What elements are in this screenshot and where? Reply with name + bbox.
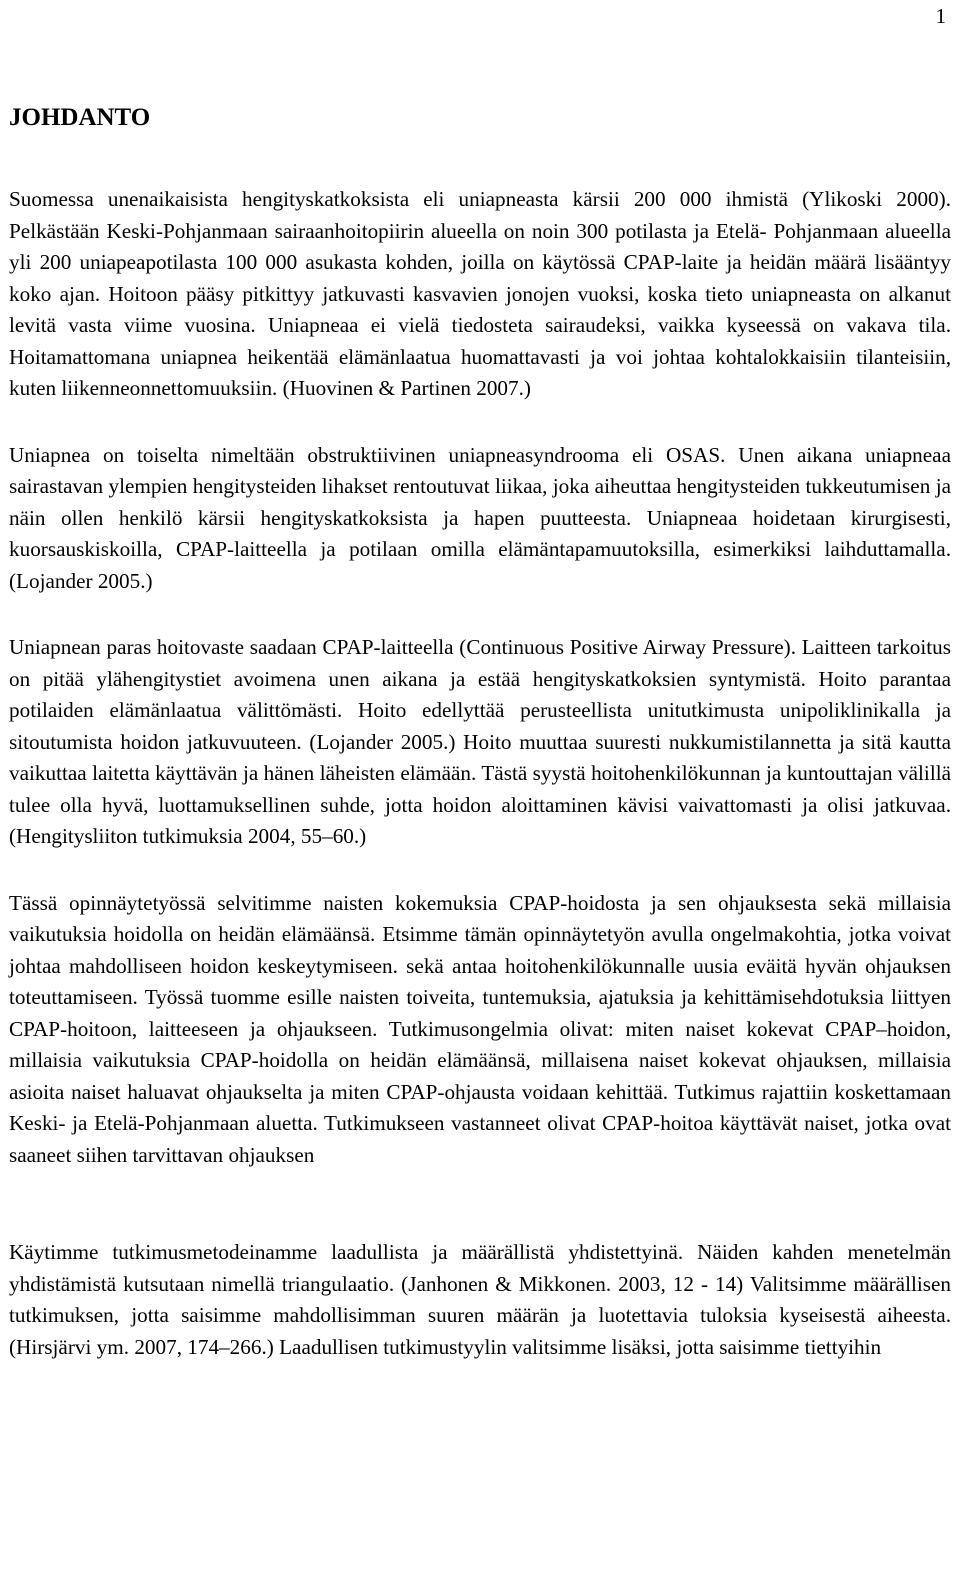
paragraph-5: Käytimme tutkimusmetodeinamme laadullista ja määrällistä yhdistettyinä. Näiden kahden menetelmän yhdistämistä kutsutaan nimellä triangulaatio. (Janhonen & Mikkonen. 2003, 12 - 14) Valitsimme määrällisen tutkimuksen, jotta saisimme mahdollisimman suuren määrän ja luotettavia tuloksia kyseisestä aiheesta. (Hirsjärvi ym. 2007, 174–266.) Laadullisen tutkimustyylin valitsimme lisäksi, jotta saisimme tiettyihin [9,1240,951,1359]
paragraph-4: Tässä opinnäytetyössä selvitimme naisten kokemuksia CPAP-hoidosta ja sen ohjauksesta sekä millaisia vaikutuksia hoidolla on heidän elämäänsä. Etsimme tämän opinnäytetyön avulla ongelmakohtia, jotka voivat johtaa mahdolliseen hoidon keskeytymiseen. sekä antaa hoitohenkilökunnalle uusia eväitä hyvän ohjauksen toteuttamiseen. Työssä tuomme esille naisten toiveita, tuntemuksia, ajatuksia ja kehittämisehdotuksia liittyen CPAP-hoitoon, laitteeseen ja ohjaukseen. Tutkimusongelmia olivat: miten naiset kokevat CPAP–hoidon, millaisia vaikutuksia CPAP-hoidolla on heidän elämäänsä, millaisena naiset kokevat ohjauksen, millaisia asioita naiset haluavat ohjaukselta ja miten CPAP-ohjausta voidaan kehittää. Tutkimus rajattiin koskettamaan Keski- ja Etelä-Pohjanmaan aluetta. Tutkimukseen vastanneet olivat CPAP-hoitoa käyttävät naiset, jotka ovat saaneet siihen tarvittavan ohjauksen [9,890,951,1167]
document-body [9,98,951,1363]
paragraph-2: Uniapnea on toiselta nimeltään obstruktiivinen uniapneasyndrooma eli OSAS. Unen aikana uniapneaa sairastavan ylempien hengitysteiden lihakset rentoutuvat liikaa, joka aiheuttaa hengitysteiden tukkeutumisen ja näin ollen henkilö kärsii hengityskatkoksista ja hapen puutteesta. Uniapneaa hoidetaan kirurgisesti, kuorsauskiskoilla, CPAP-laitteella ja potilaan omilla elämäntapamuutoksilla, esimerkiksi laihduttamalla. (Lojander 2005.) [9,442,951,593]
paragraph-1: Suomessa unenaikaisista hengityskatkoksista eli uniapneasta kärsii 200 000 ihmistä (Ylikoski 2000). Pelkästään Keski-Pohjanmaan sairaanhoitopiirin alueella on noin 300 potilasta ja Etelä- Pohjanmaan alueella yli 200 uniapeapotilasta 100 000 asukasta kohden, joilla on käytössä CPAP-laite ja heidän määrä lisääntyy koko ajan. Hoitoon pääsy pitkittyy jatkuvasti kasvavien jonojen vuoksi, koska tieto uniapneasta on alkanut levitä vasta viime vuosina. Uniapneaa ei vielä tiedosteta sairaudeksi, vaikka kyseessä on vakava tila. Hoitamattomana uniapnea heikentää elämänlaatua huomattavasti ja voi johtaa kohtalokkaisiin tilanteisiin, kuten liikenneonnettomuuksiin. (Huovinen & Partinen 2007.) [9,187,951,400]
section-heading: JOHDANTO [9,104,151,131]
paragraph-3: Uniapnean paras hoitovaste saadaan CPAP-laitteella (Continuous Positive Airway Pressure). Laitteen tarkoitus on pitää ylähengitystiet avoimena unen aikana ja estää hengityskatkoksien syntymistä. Hoito parantaa potilaiden elämänlaatua välittömästi. Hoito edellyttää perusteellista unitutkimusta unipoliklinikalla ja sitoutumista hoidon jatkuvuuteen. (Lojander 2005.) Hoito muuttaa suuresti nukkumistilannetta ja sitä kautta vaikuttaa laitetta käyttävän ja hänen läheisten elämään. Tästä syystä hoitohenkilökunnan ja kuntouttajan välillä tulee olla hyvä, luottamuksellinen suhde, jotta hoidon aloittaminen kävisi vaivattomasti ja olisi jatkuvaa. (Hengitysliiton tutkimuksia 2004, 55–60.) [9,635,951,848]
page-number: 1 [935,4,946,28]
